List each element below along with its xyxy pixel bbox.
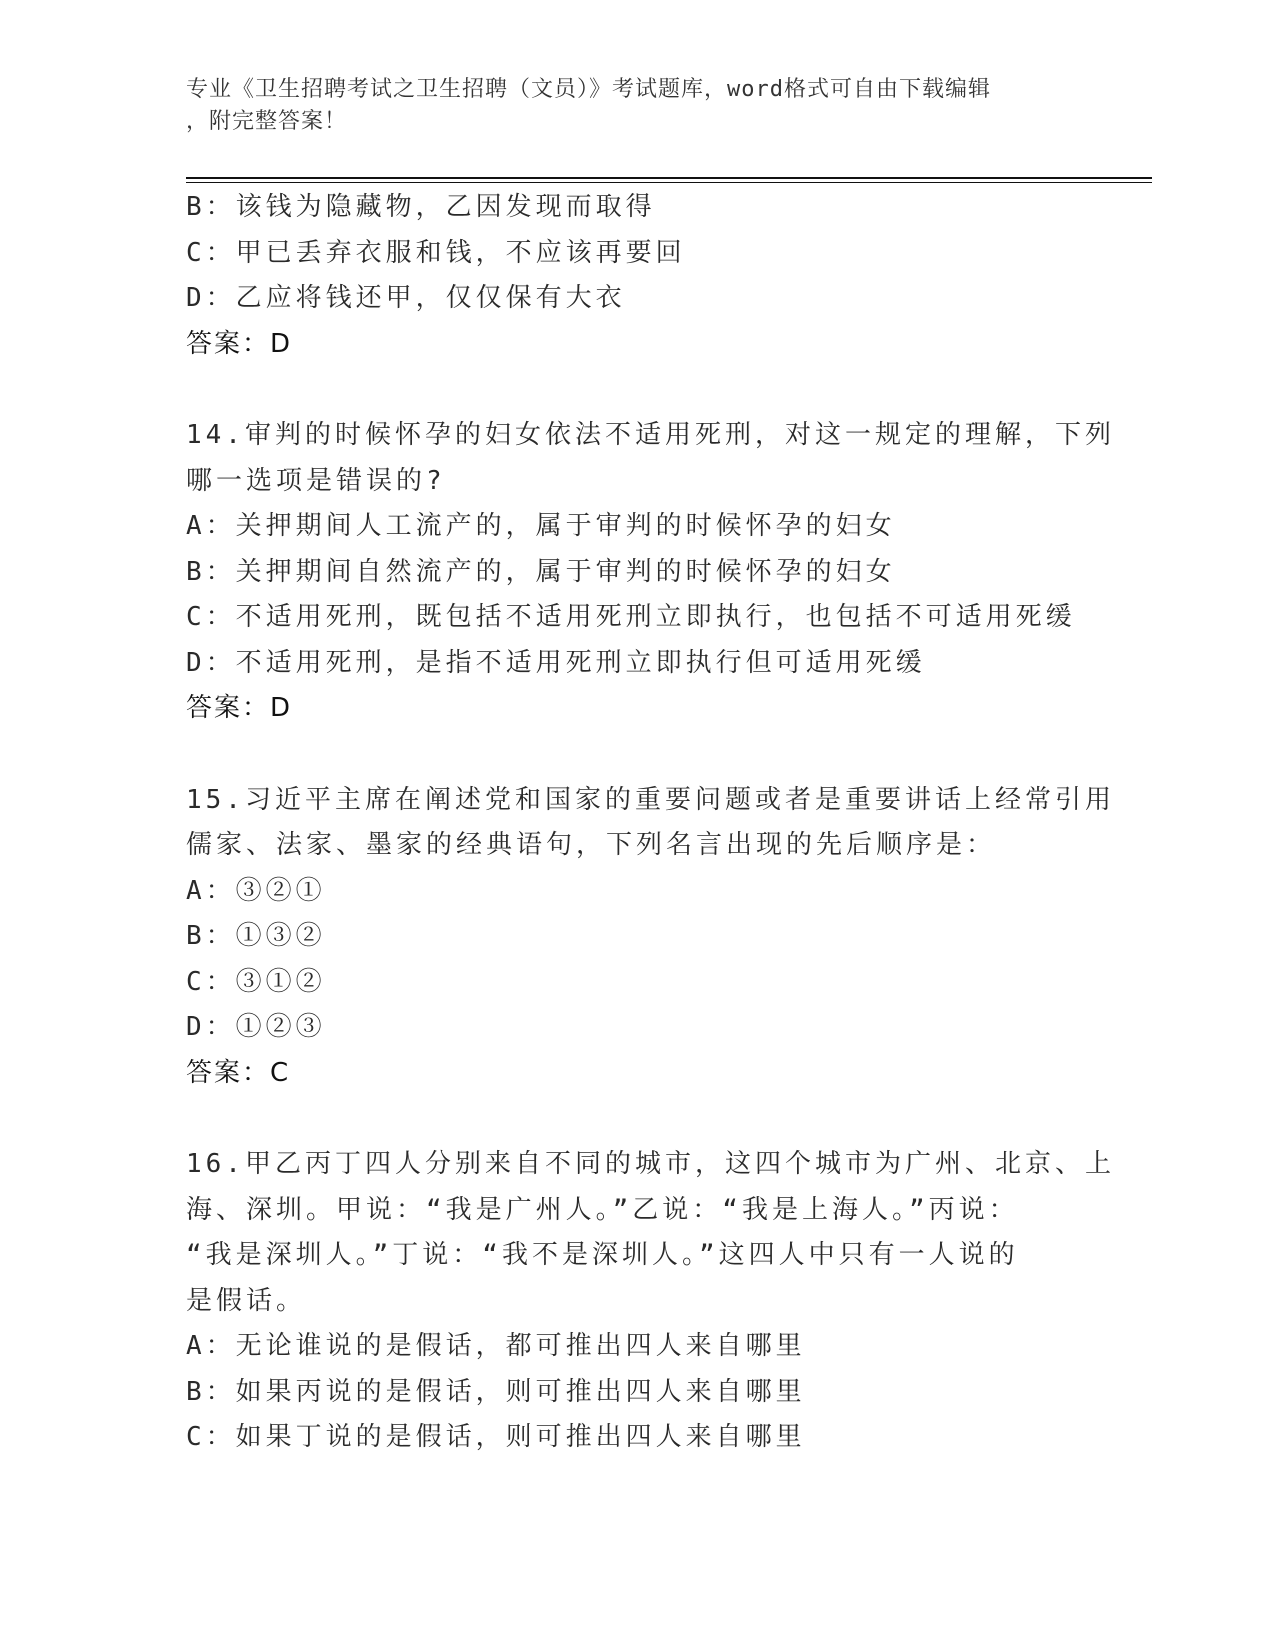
question-stem-line-1: 16.甲乙丙丁四人分别来自不同的城市，这四个城市为广州、北京、上 xyxy=(186,1149,1115,1179)
option-c: C：甲已丢弃衣服和钱，不应该再要回 xyxy=(186,237,686,268)
option-d: D：乙应将钱还甲，仅仅保有大衣 xyxy=(186,283,626,313)
question-spacer xyxy=(186,1096,1086,1142)
question-13 xyxy=(186,185,1086,367)
option-c: C：如果丁说的是假话，则可推出四人来自哪里 xyxy=(186,1422,806,1452)
document-header xyxy=(186,74,1066,138)
question-spacer xyxy=(186,367,1086,413)
option-b: B：关押期间自然流产的，属于审判的时候怀孕的妇女 xyxy=(186,556,896,587)
question-stem-line-2: 海、深圳。甲说：“我是广州人。”乙说：“我是上海人。”丙说： xyxy=(186,1194,1019,1225)
question-stem-line-2: 儒家、法家、墨家的经典语句，下列名言出现的先后顺序是： xyxy=(186,830,997,860)
question-14 xyxy=(186,413,1115,732)
answer-line: 答案：C xyxy=(186,1057,291,1088)
question-stem-line-2: 哪一选项是错误的? xyxy=(186,465,446,496)
option-d: D：①②③ xyxy=(186,1012,326,1042)
question-list xyxy=(186,185,1115,1461)
option-b: B：该钱为隐藏物，乙因发现而取得 xyxy=(186,192,656,222)
option-a: A：③②① xyxy=(186,875,326,906)
option-d: D：不适用死刑，是指不适用死刑立即执行但可适用死缓 xyxy=(186,647,926,678)
option-c: C：③①② xyxy=(186,966,326,997)
option-b: B：①③② xyxy=(186,921,326,951)
header-title-line-2: ，附完整答案！ xyxy=(186,109,348,134)
option-a: A：关押期间人工流产的，属于审判的时候怀孕的妇女 xyxy=(186,511,896,541)
option-c: C：不适用死刑，既包括不适用死刑立即执行，也包括不可适用死缓 xyxy=(186,602,1076,632)
header-divider-thick xyxy=(186,177,1152,179)
header-divider-thin xyxy=(186,182,1152,183)
option-b: B：如果丙说的是假话，则可推出四人来自哪里 xyxy=(186,1376,806,1407)
question-15 xyxy=(186,778,1115,1097)
answer-line: 答案：D xyxy=(186,693,293,723)
question-stem-line-1: 15.习近平主席在阐述党和国家的重要问题或者是重要讲话上经常引用 xyxy=(186,784,1115,815)
header-title-line-1: 专业《卫生招聘考试之卫生招聘（文员）》考试题库，word格式可自由下载编辑 xyxy=(186,77,991,102)
question-stem-line-4: 是假话。 xyxy=(186,1285,307,1316)
option-a: A：无论谁说的是假话，都可推出四人来自哪里 xyxy=(186,1331,806,1361)
question-spacer xyxy=(186,732,1086,778)
answer-line: 答案：D xyxy=(186,328,293,359)
question-16 xyxy=(186,1142,1115,1461)
question-stem-line-3: “我是深圳人。”丁说：“我不是深圳人。”这四人中只有一人说的 xyxy=(186,1240,1019,1270)
question-stem-line-1: 14.审判的时候怀孕的妇女依法不适用死刑，对这一规定的理解，下列 xyxy=(186,420,1115,450)
